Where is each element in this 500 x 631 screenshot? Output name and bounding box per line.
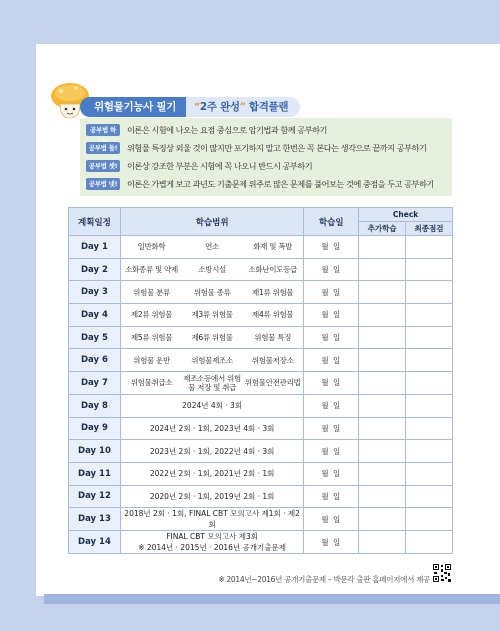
table-row <box>69 394 453 417</box>
scope-span-line: 2020년 2회 · 1회, 2019년 2회 · 1회 <box>149 491 275 501</box>
table-row <box>69 508 453 531</box>
table-row <box>69 281 453 304</box>
header-final: 최종점검 <box>406 222 453 236</box>
tip-2 <box>86 141 426 155</box>
tip-badge: 공부법 둘! <box>86 142 120 154</box>
scope-item: 제6류 위험물 <box>182 326 242 349</box>
final-check-checkbox[interactable] <box>406 394 453 417</box>
header-plan: 계획일정 <box>69 208 121 236</box>
scope-item: 위험물 분류 <box>120 281 182 304</box>
final-check-checkbox[interactable] <box>406 349 453 372</box>
scope-item: 제5류 위험물 <box>120 326 182 349</box>
study-date-cell: 월 일 <box>304 281 359 304</box>
tip-badge: 공부법 하 <box>86 124 120 136</box>
table-row <box>69 236 453 259</box>
scope-item: 제조소등에서 위험물 저장 및 취급 <box>182 372 242 395</box>
final-check-checkbox[interactable] <box>406 304 453 327</box>
extra-study-checkbox[interactable] <box>359 394 406 417</box>
scope-span <box>120 531 303 554</box>
header-title: 위험물기능사 필기 <box>80 97 186 117</box>
table-row <box>69 485 453 508</box>
extra-study-checkbox[interactable] <box>359 440 406 463</box>
final-check-checkbox[interactable] <box>406 236 453 259</box>
study-date-cell: 월 일 <box>304 417 359 440</box>
extra-study-checkbox[interactable] <box>359 417 406 440</box>
extra-study-checkbox[interactable] <box>359 462 406 485</box>
extra-study-checkbox[interactable] <box>359 508 406 531</box>
study-plan-table <box>68 207 453 554</box>
table-row <box>69 462 453 485</box>
day-cell: Day 14 <box>69 531 121 554</box>
tip-badge: 공부법 셋! <box>86 160 120 172</box>
extra-study-checkbox[interactable] <box>359 349 406 372</box>
bottom-band <box>44 594 500 604</box>
scope-span <box>120 508 303 531</box>
study-date-cell: 월 일 <box>304 531 359 554</box>
scope-item: 화재 및 폭발 <box>242 236 304 259</box>
scope-item: 소방시설 <box>182 258 242 281</box>
final-check-checkbox[interactable] <box>406 508 453 531</box>
day-cell: Day 4 <box>69 304 121 327</box>
day-cell: Day 11 <box>69 462 121 485</box>
table-row <box>69 258 453 281</box>
scope-span <box>120 485 303 508</box>
scope-item: 일반화학 <box>120 236 182 259</box>
scope-item: 위험물 특징 <box>242 326 304 349</box>
extra-study-checkbox[interactable] <box>359 281 406 304</box>
footnote: ※ 2014년~2016년 공개기출문제 – 박문각 출판 홈페이지에서 제공 <box>218 575 430 584</box>
scope-span-line: 2024년 2회 · 1회, 2023년 4회 · 3회 <box>149 423 275 433</box>
scope-span-line: 2023년 2회 · 1회, 2022년 4회 · 3회 <box>149 446 275 456</box>
study-date-cell: 월 일 <box>304 236 359 259</box>
study-date-cell: 월 일 <box>304 326 359 349</box>
scope-item: 위험물저장소 <box>242 349 304 372</box>
study-date-cell: 월 일 <box>304 304 359 327</box>
scope-span-line: 2024년 4회 · 3회 <box>182 401 243 411</box>
final-check-checkbox[interactable] <box>406 485 453 508</box>
scope-item: 제2류 위험물 <box>120 304 182 327</box>
header-scope: 학습범위 <box>120 208 303 236</box>
scope-item: 위험물 운반 <box>120 349 182 372</box>
tip-1 <box>86 123 327 137</box>
extra-study-checkbox[interactable] <box>359 531 406 554</box>
scope-item: 제1류 위험물 <box>242 281 304 304</box>
tip-text: 위험물 특징상 외울 것이 많지만 포기하지 말고 한번은 꼭 본다는 생각으로 끝까지 공부하기 <box>127 142 427 153</box>
scope-item: 소화종류 및 약제 <box>120 258 182 281</box>
extra-study-checkbox[interactable] <box>359 485 406 508</box>
header-subtitle-quoted: 2주 완성 <box>199 101 240 113</box>
extra-study-checkbox[interactable] <box>359 326 406 349</box>
final-check-checkbox[interactable] <box>406 372 453 395</box>
header-check: Check <box>359 208 453 222</box>
study-date-cell: 월 일 <box>304 440 359 463</box>
scope-item: 소화난이도등급 <box>242 258 304 281</box>
table-row <box>69 417 453 440</box>
table-row <box>69 531 453 554</box>
final-check-checkbox[interactable] <box>406 417 453 440</box>
plan-header <box>80 97 300 117</box>
header-subtitle-rest: 합격플랜 <box>245 101 289 113</box>
table-row <box>69 440 453 463</box>
tip-text: 이론상 강조한 부분은 시험에 꼭 나오니 반드시 공부하기 <box>127 160 313 171</box>
scope-span-line: FINAL CBT 모의고사 제3회 <box>166 532 259 542</box>
study-date-cell: 월 일 <box>304 508 359 531</box>
scope-item: 위험물취급소 <box>120 372 182 395</box>
study-date-cell: 월 일 <box>304 394 359 417</box>
final-check-checkbox[interactable] <box>406 281 453 304</box>
scope-span-line: 2022년 2회 · 1회, 2021년 2회 · 1회 <box>149 469 275 479</box>
day-cell: Day 6 <box>69 349 121 372</box>
day-cell: Day 10 <box>69 440 121 463</box>
qr-code-icon[interactable] <box>432 563 452 583</box>
tip-3 <box>86 159 312 173</box>
final-check-checkbox[interactable] <box>406 326 453 349</box>
day-cell: Day 13 <box>69 508 121 531</box>
scope-item: 위험물제조소 <box>182 349 242 372</box>
scope-item: 위험물안전관리법 <box>242 372 304 395</box>
tip-badge: 공부법 넷! <box>86 178 120 190</box>
table-row <box>69 372 453 395</box>
study-date-cell: 월 일 <box>304 485 359 508</box>
scope-item: 연소 <box>182 236 242 259</box>
table-row <box>69 304 453 327</box>
day-cell: Day 12 <box>69 485 121 508</box>
day-cell: Day 5 <box>69 326 121 349</box>
study-date-cell: 월 일 <box>304 372 359 395</box>
day-cell: Day 9 <box>69 417 121 440</box>
scope-span-note: ※ 2014년 · 2015년 · 2016년 공개기출문제 <box>138 543 287 553</box>
scope-item: 제4류 위험물 <box>242 304 304 327</box>
study-tips-box <box>80 118 452 196</box>
table-row <box>69 326 453 349</box>
extra-study-checkbox[interactable] <box>359 372 406 395</box>
day-cell: Day 7 <box>69 372 121 395</box>
tip-4 <box>86 177 434 191</box>
study-date-cell: 월 일 <box>304 462 359 485</box>
scope-span <box>120 394 303 417</box>
day-cell: Day 8 <box>69 394 121 417</box>
header-date: 학습일 <box>304 208 359 236</box>
final-check-checkbox[interactable] <box>406 531 453 554</box>
day-cell: Day 1 <box>69 236 121 259</box>
study-date-cell: 월 일 <box>304 349 359 372</box>
header-extra: 추가학습 <box>359 222 406 236</box>
day-cell: Day 2 <box>69 258 121 281</box>
header-subtitle: “2주 완성” 합격플랜 <box>186 97 300 117</box>
scope-item: 제3류 위험물 <box>182 304 242 327</box>
extra-study-checkbox[interactable] <box>359 258 406 281</box>
tip-text: 이론은 시험에 나오는 요점 중심으로 암기법과 함께 공부하기 <box>127 124 327 135</box>
scope-span <box>120 462 303 485</box>
tip-text: 이론은 가볍게 보고 과년도 기출문제 위주로 많은 문제를 풀어보는 것에 중점을 두고 공부하기 <box>127 178 434 189</box>
study-date-cell: 월 일 <box>304 258 359 281</box>
final-check-checkbox[interactable] <box>406 258 453 281</box>
table-row <box>69 349 453 372</box>
plan-body <box>69 236 453 554</box>
scope-span-line: 2018년 2회 · 1회, FINAL CBT 모의고사 제1회 · 제2회 <box>124 509 300 530</box>
final-check-checkbox[interactable] <box>406 462 453 485</box>
scope-span <box>120 417 303 440</box>
final-check-checkbox[interactable] <box>406 440 453 463</box>
extra-study-checkbox[interactable] <box>359 236 406 259</box>
extra-study-checkbox[interactable] <box>359 304 406 327</box>
scope-span <box>120 440 303 463</box>
day-cell: Day 3 <box>69 281 121 304</box>
scope-item: 위험물 종류 <box>182 281 242 304</box>
